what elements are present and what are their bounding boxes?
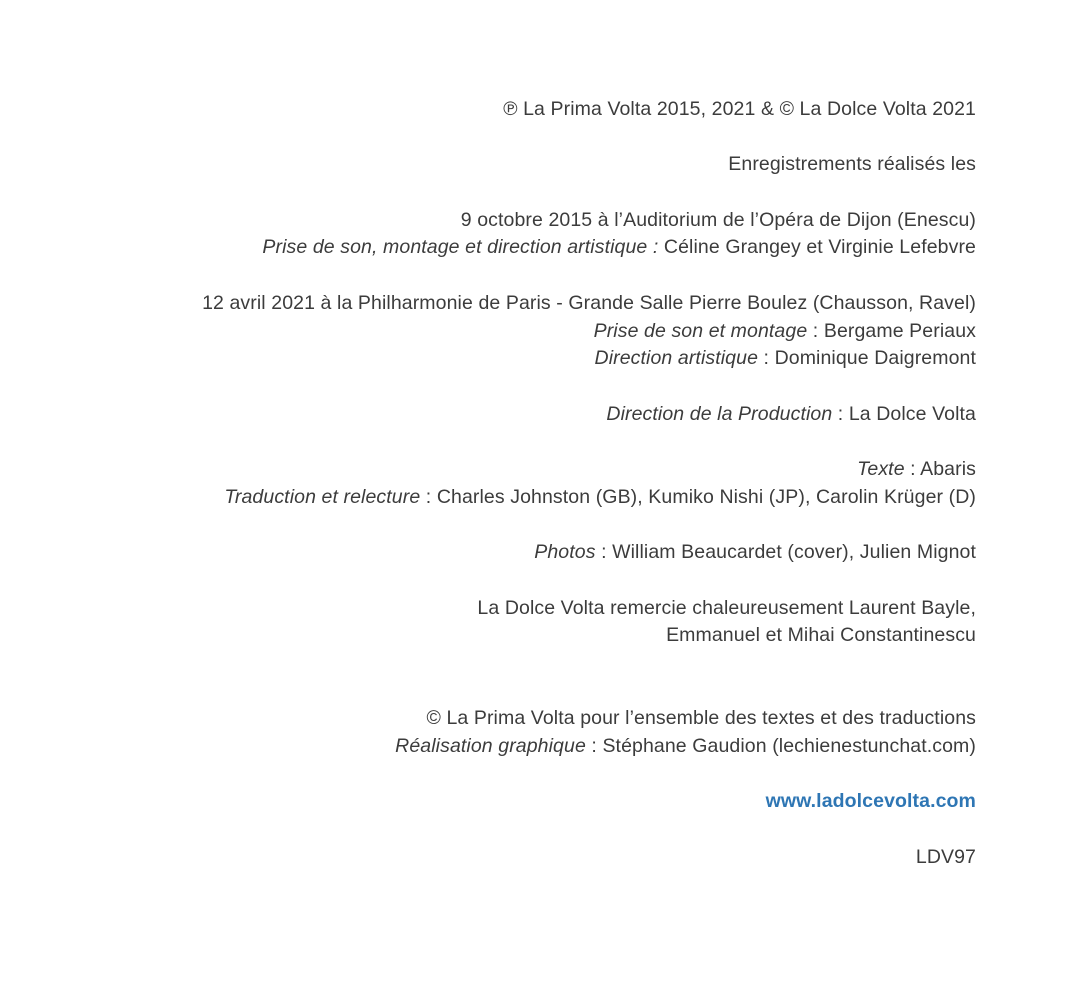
session1-role-line — [100, 234, 976, 262]
catalog-number-block — [100, 844, 976, 872]
texts-copyright-line: © La Prima Volta pour l’ensemble des textes et des traductions — [426, 707, 976, 730]
session1-role-value: Céline Grangey et Virginie Lefebvre — [658, 236, 976, 259]
production-label: Direction de la Production — [606, 402, 833, 425]
text-credit-label: Texte — [857, 458, 905, 481]
translation-value: : Charles Johnston (GB), Kumiko Nishi (JP), Carolin Krüger (D) — [420, 485, 976, 508]
translation-line — [100, 484, 976, 512]
text-credit-value: : Abaris — [904, 458, 976, 481]
photos-block — [100, 539, 976, 567]
recordings-intro-block — [100, 151, 976, 179]
thanks-block — [100, 595, 976, 650]
session2-artistic-value: : Dominique Daigremont — [758, 347, 976, 370]
graphic-design-value: : Stéphane Gaudion (lechienestunchat.com) — [585, 735, 976, 758]
session2-artistic-label: Direction artistique — [594, 347, 759, 370]
phonogram-copyright-line: ℗ La Prima Volta 2015, 2021 & © La Dolce Volta 2021 — [503, 98, 976, 120]
session2-block — [100, 290, 976, 373]
thanks-line-2: Emmanuel et Mihai Constantinescu — [666, 624, 976, 647]
session1-role-label: Prise de son, montage et direction artistique : — [262, 236, 659, 259]
photos-value: : William Beaucardet (cover), Julien Mignot — [595, 541, 976, 564]
thanks-line-1: La Dolce Volta remercie chaleureusement Laurent Bayle, — [477, 596, 976, 619]
session2-sound-line — [100, 318, 976, 346]
session2-sound-value: : Bergame Periaux — [807, 319, 976, 342]
photos-label: Photos — [534, 541, 596, 564]
website-link[interactable]: www.ladolcevolta.com — [765, 790, 976, 813]
graphic-design-label: Réalisation graphique — [395, 735, 586, 758]
text-credit-line — [100, 456, 976, 484]
text-translation-block — [100, 456, 976, 511]
graphic-design-line — [100, 733, 976, 761]
session2-sound-label: Prise de son et montage — [593, 319, 808, 342]
website-block — [100, 788, 976, 816]
session1-block — [100, 207, 976, 262]
photos-line — [100, 539, 976, 567]
production-block — [100, 401, 976, 429]
phonogram-copyright-block — [100, 96, 976, 124]
catalog-number: LDV97 — [915, 845, 976, 868]
session1-date-line: 9 octobre 2015 à l’Auditorium de l’Opéra de Dijon (Enescu) — [460, 208, 976, 231]
production-value: : La Dolce Volta — [832, 402, 976, 425]
production-line — [100, 401, 976, 429]
website-line — [100, 788, 976, 816]
session2-artistic-line — [100, 345, 976, 373]
recordings-intro-line: Enregistrements réalisés les — [728, 153, 976, 176]
album-credits-page — [100, 96, 976, 872]
translation-label: Traduction et relecture — [224, 485, 421, 508]
texts-copyright-block — [100, 705, 976, 760]
session2-date-line: 12 avril 2021 à la Philharmonie de Paris - Grande Salle Pierre Boulez (Chausson, Ravel) — [202, 291, 976, 314]
